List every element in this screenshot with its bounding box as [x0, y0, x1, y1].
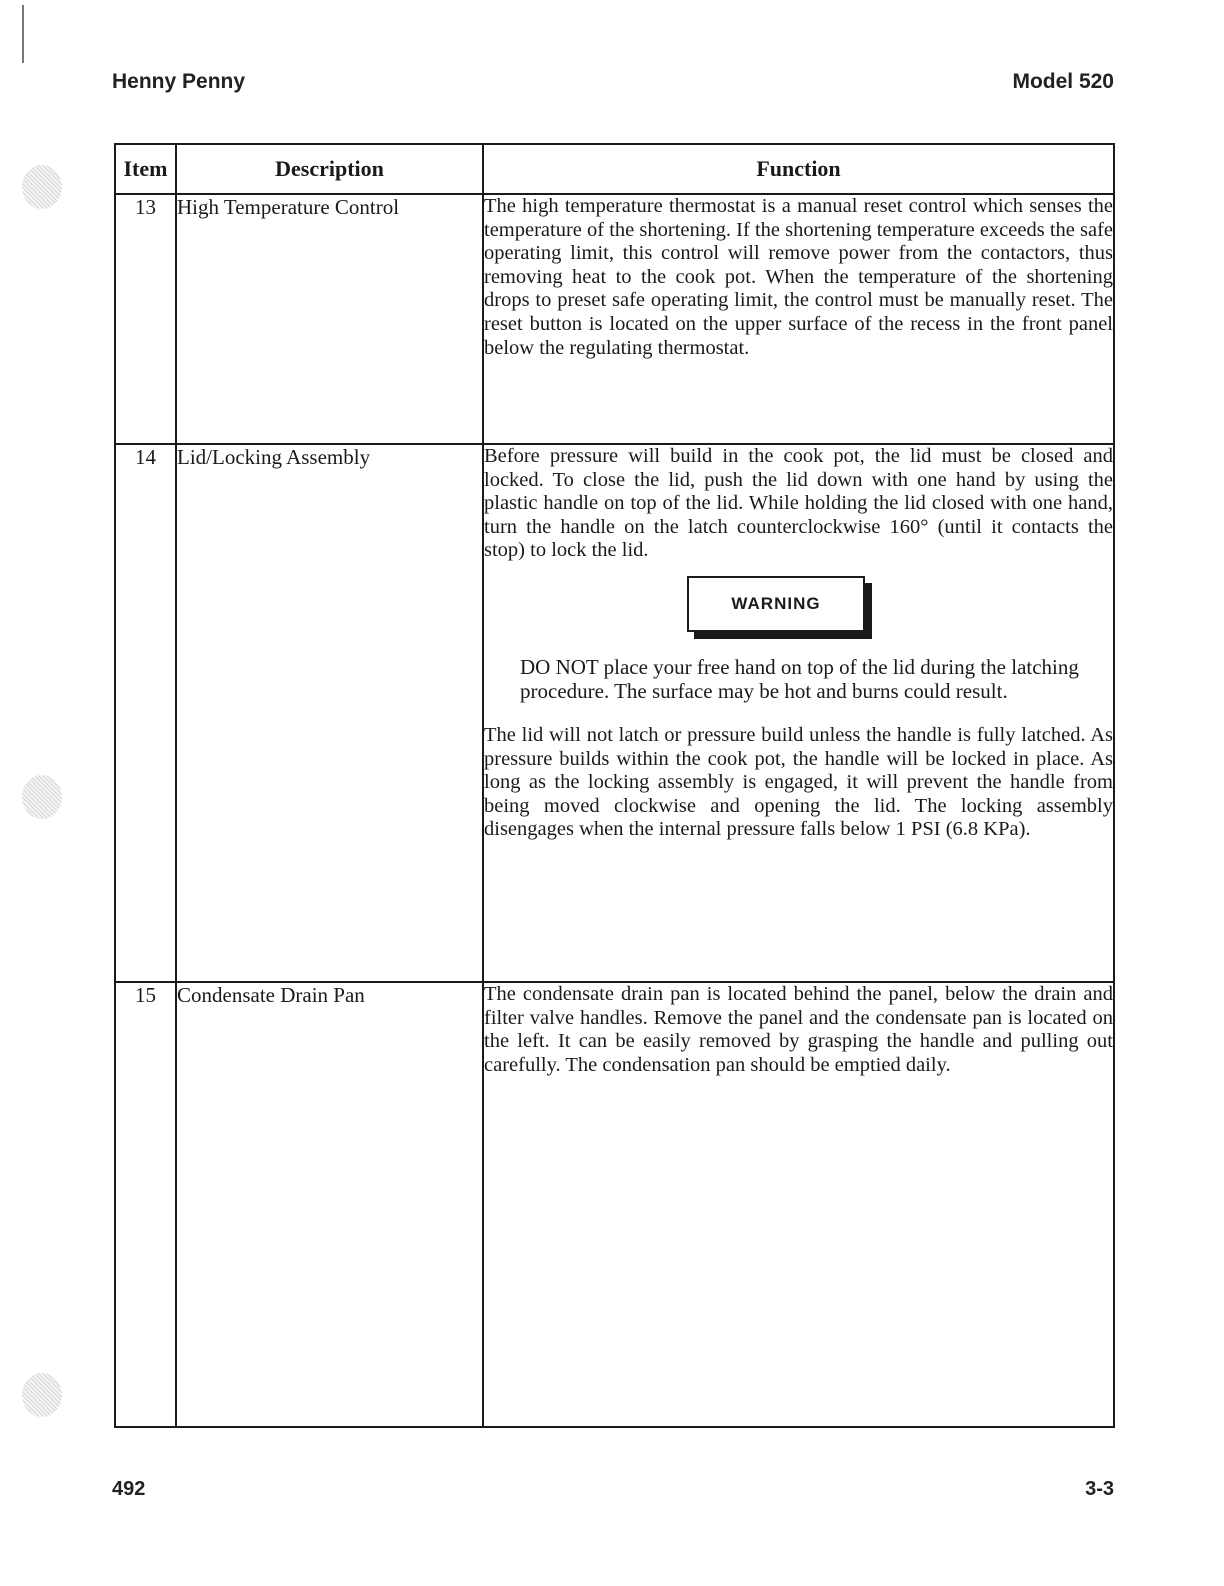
scan-margin-mark: [22, 5, 24, 63]
column-header-item: Item: [115, 144, 176, 194]
table-header-row: [115, 144, 1114, 194]
item-number: 14: [115, 444, 176, 982]
table-row: [115, 444, 1114, 982]
function-text-outro: The lid will not latch or pressure build unless the handle is fully latched. As pressure builds within the cook pot, the handle will be locked in place. As long as the locking assembly is engaged, it will prevent the handle from being moved clockwise and opening the lid. The locking assembly disengages when the internal pressure falls below 1 PSI (6.8 KPa).: [484, 723, 1113, 841]
footer-page-number: 3-3: [1085, 1478, 1114, 1500]
warning-text: DO NOT place your free hand on top of the lid during the latching procedure. The surface may be hot and burns could result.: [520, 654, 1079, 704]
item-function: [483, 194, 1114, 444]
table-row: [115, 194, 1114, 444]
item-description: Condensate Drain Pan: [176, 982, 483, 1427]
function-text-intro: Before pressure will build in the cook pot, the lid must be closed and locked. To close the lid, push the lid down with one hand by using the plastic handle on top of the lid. While holding the lid closed with one hand, turn the handle on the latch counterclockwise 160° (until it contacts the stop) to lock the lid.: [484, 445, 1113, 562]
parts-function-table: [114, 143, 1115, 1428]
table-row: [115, 982, 1114, 1427]
item-function: [483, 444, 1114, 982]
item-number: 13: [115, 194, 176, 444]
function-text: The high temperature thermostat is a manual reset control which senses the temperature of the shortening. If the shortening temperature exceeds the safe operating limit, this control will remove power from the contactors, thus removing heat to the cook pot. When the temperature of the shortening drops to preset safe operating limit, the control must be manually reset. The reset button is located on the upper surface of the recess in the front panel below the regulating thermostat.: [484, 195, 1113, 359]
header-brand: Henny Penny: [112, 70, 246, 93]
warning-label: WARNING: [687, 576, 865, 632]
punch-hole-top: [22, 165, 62, 209]
column-header-description: Description: [176, 144, 483, 194]
column-header-function: Function: [483, 144, 1114, 194]
warning-callout: [484, 563, 1113, 655]
item-number: 15: [115, 982, 176, 1427]
item-description: High Temperature Control: [176, 194, 483, 444]
item-description: Lid/Locking Assembly: [176, 444, 483, 982]
footer-doc-number: 492: [112, 1478, 146, 1500]
function-text: The condensate drain pan is located behind the panel, below the drain and filter valve handles. Remove the panel and the condensate pan is located on the left. It can be easily removed by grasping the handle and pulling out carefully. The condensation pan should be emptied daily.: [484, 983, 1113, 1076]
header-model: Model 520: [1012, 70, 1114, 93]
punch-hole-middle: [22, 775, 62, 819]
item-function: [483, 982, 1114, 1427]
punch-hole-bottom: [22, 1373, 62, 1417]
